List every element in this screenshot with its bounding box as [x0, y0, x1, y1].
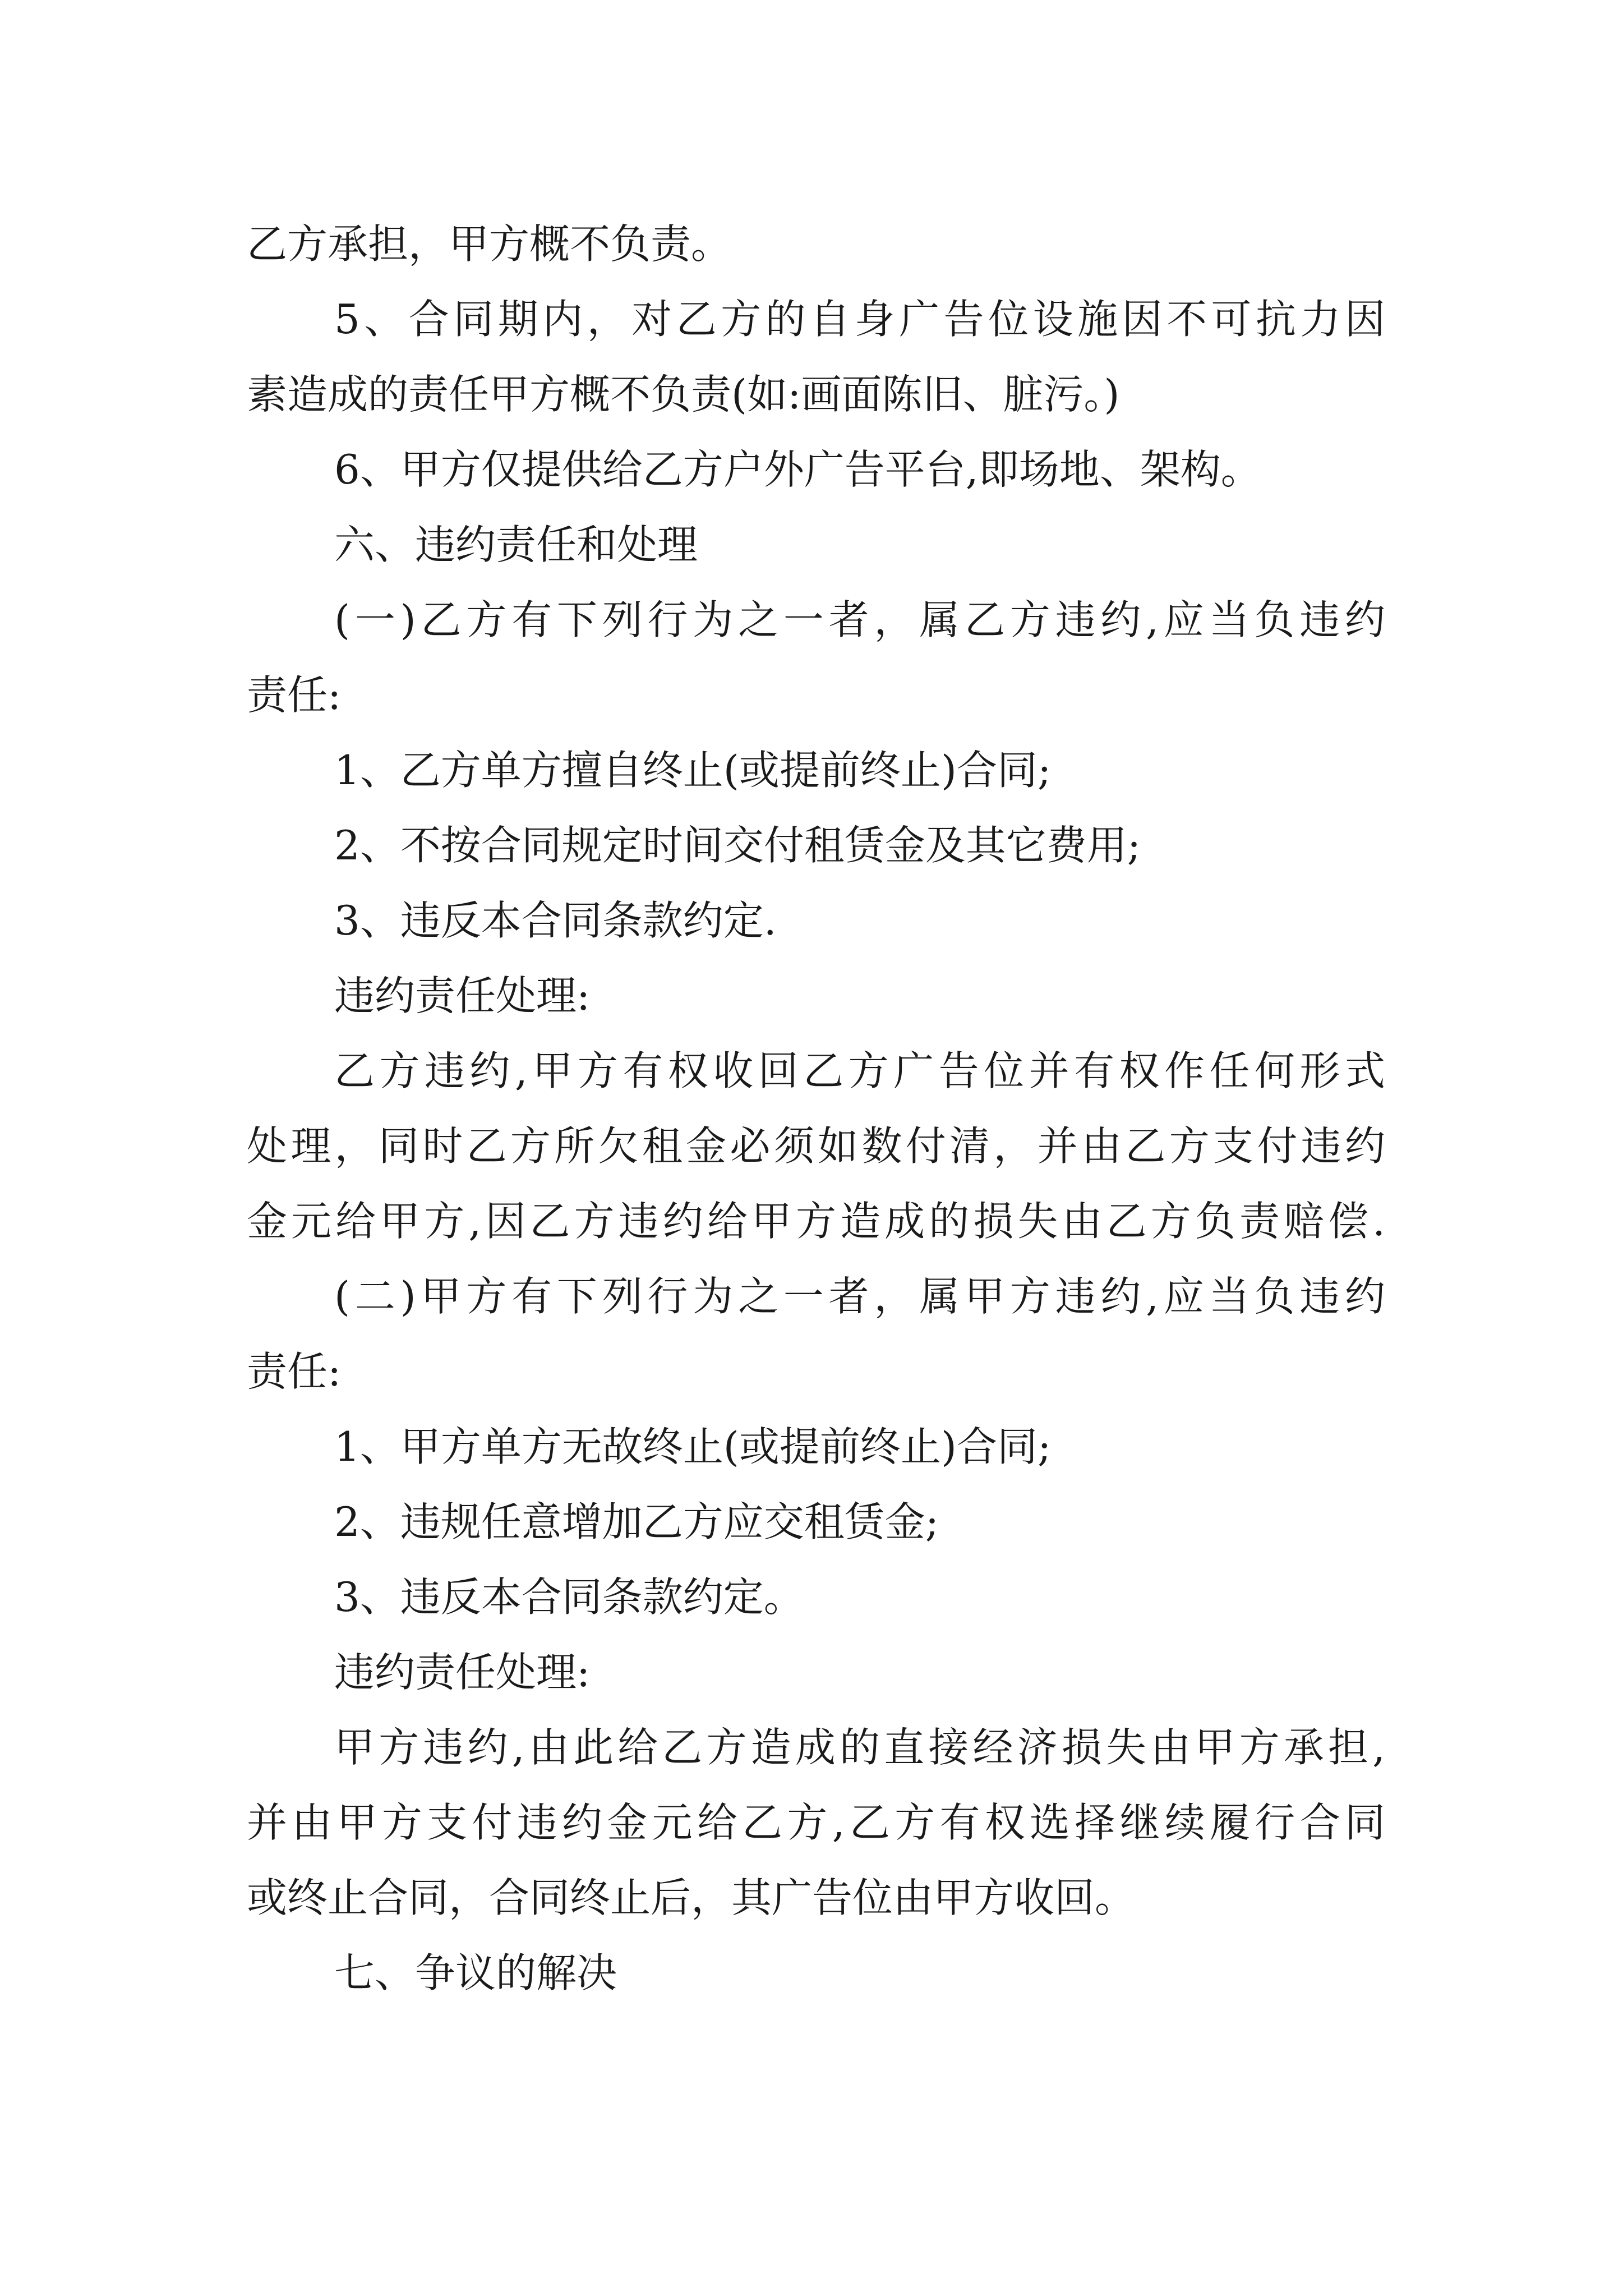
- text-line: 6、甲方仅提供给乙方户外广告平台,即场地、架构。: [334, 446, 1261, 493]
- text-line: 或终止合同，合同终止后，其广告位由甲方收回。: [247, 1874, 1136, 1921]
- text-line: (一)乙方有下列行为之一者，属乙方违约,应当负违约: [334, 596, 1385, 643]
- text-line: 乙方承担，甲方概不负责。: [247, 220, 732, 268]
- text-line: (二)甲方有下列行为之一者，属甲方违约,应当负违约: [334, 1273, 1385, 1320]
- subheading: 违约责任处理:: [334, 1649, 591, 1696]
- list-item: 2、不按合同规定时间交付租赁金及其它费用;: [334, 822, 1141, 869]
- section-heading: 六、违约责任和处理: [334, 521, 698, 568]
- text-line: 5、合同期内，对乙方的自身广告位设施因不可抗力因: [334, 296, 1385, 343]
- list-item: 1、乙方单方擅自终止(或提前终止)合同;: [334, 747, 1052, 794]
- text-line: 处理，同时乙方所欠租金必须如数付清，并由乙方支付违约: [247, 1122, 1385, 1170]
- list-item: 3、违反本合同条款约定。: [334, 1573, 804, 1621]
- text-line: 金元给甲方,因乙方违约给甲方造成的损失由乙方负责赔偿.: [247, 1198, 1385, 1245]
- text-line: 责任:: [247, 1348, 342, 1395]
- list-item: 2、违规任意增加乙方应交租赁金;: [334, 1498, 939, 1545]
- list-item: 1、甲方单方无故终止(或提前终止)合同;: [334, 1423, 1052, 1470]
- text-line: 责任:: [247, 671, 342, 719]
- text-line: 素造成的责任甲方概不负责(如:画面陈旧、脏污。): [247, 371, 1120, 418]
- section-heading: 七、争议的解决: [334, 1949, 617, 1996]
- list-item: 3、违反本合同条款约定.: [334, 897, 777, 944]
- subheading: 违约责任处理:: [334, 972, 591, 1019]
- text-line: 乙方违约,甲方有权收回乙方广告位并有权作任何形式: [334, 1047, 1385, 1094]
- text-line: 并由甲方支付违约金元给乙方,乙方有权选择继续履行合同: [247, 1799, 1385, 1846]
- text-line: 甲方违约,由此给乙方造成的直接经济损失由甲方承担,: [334, 1724, 1385, 1771]
